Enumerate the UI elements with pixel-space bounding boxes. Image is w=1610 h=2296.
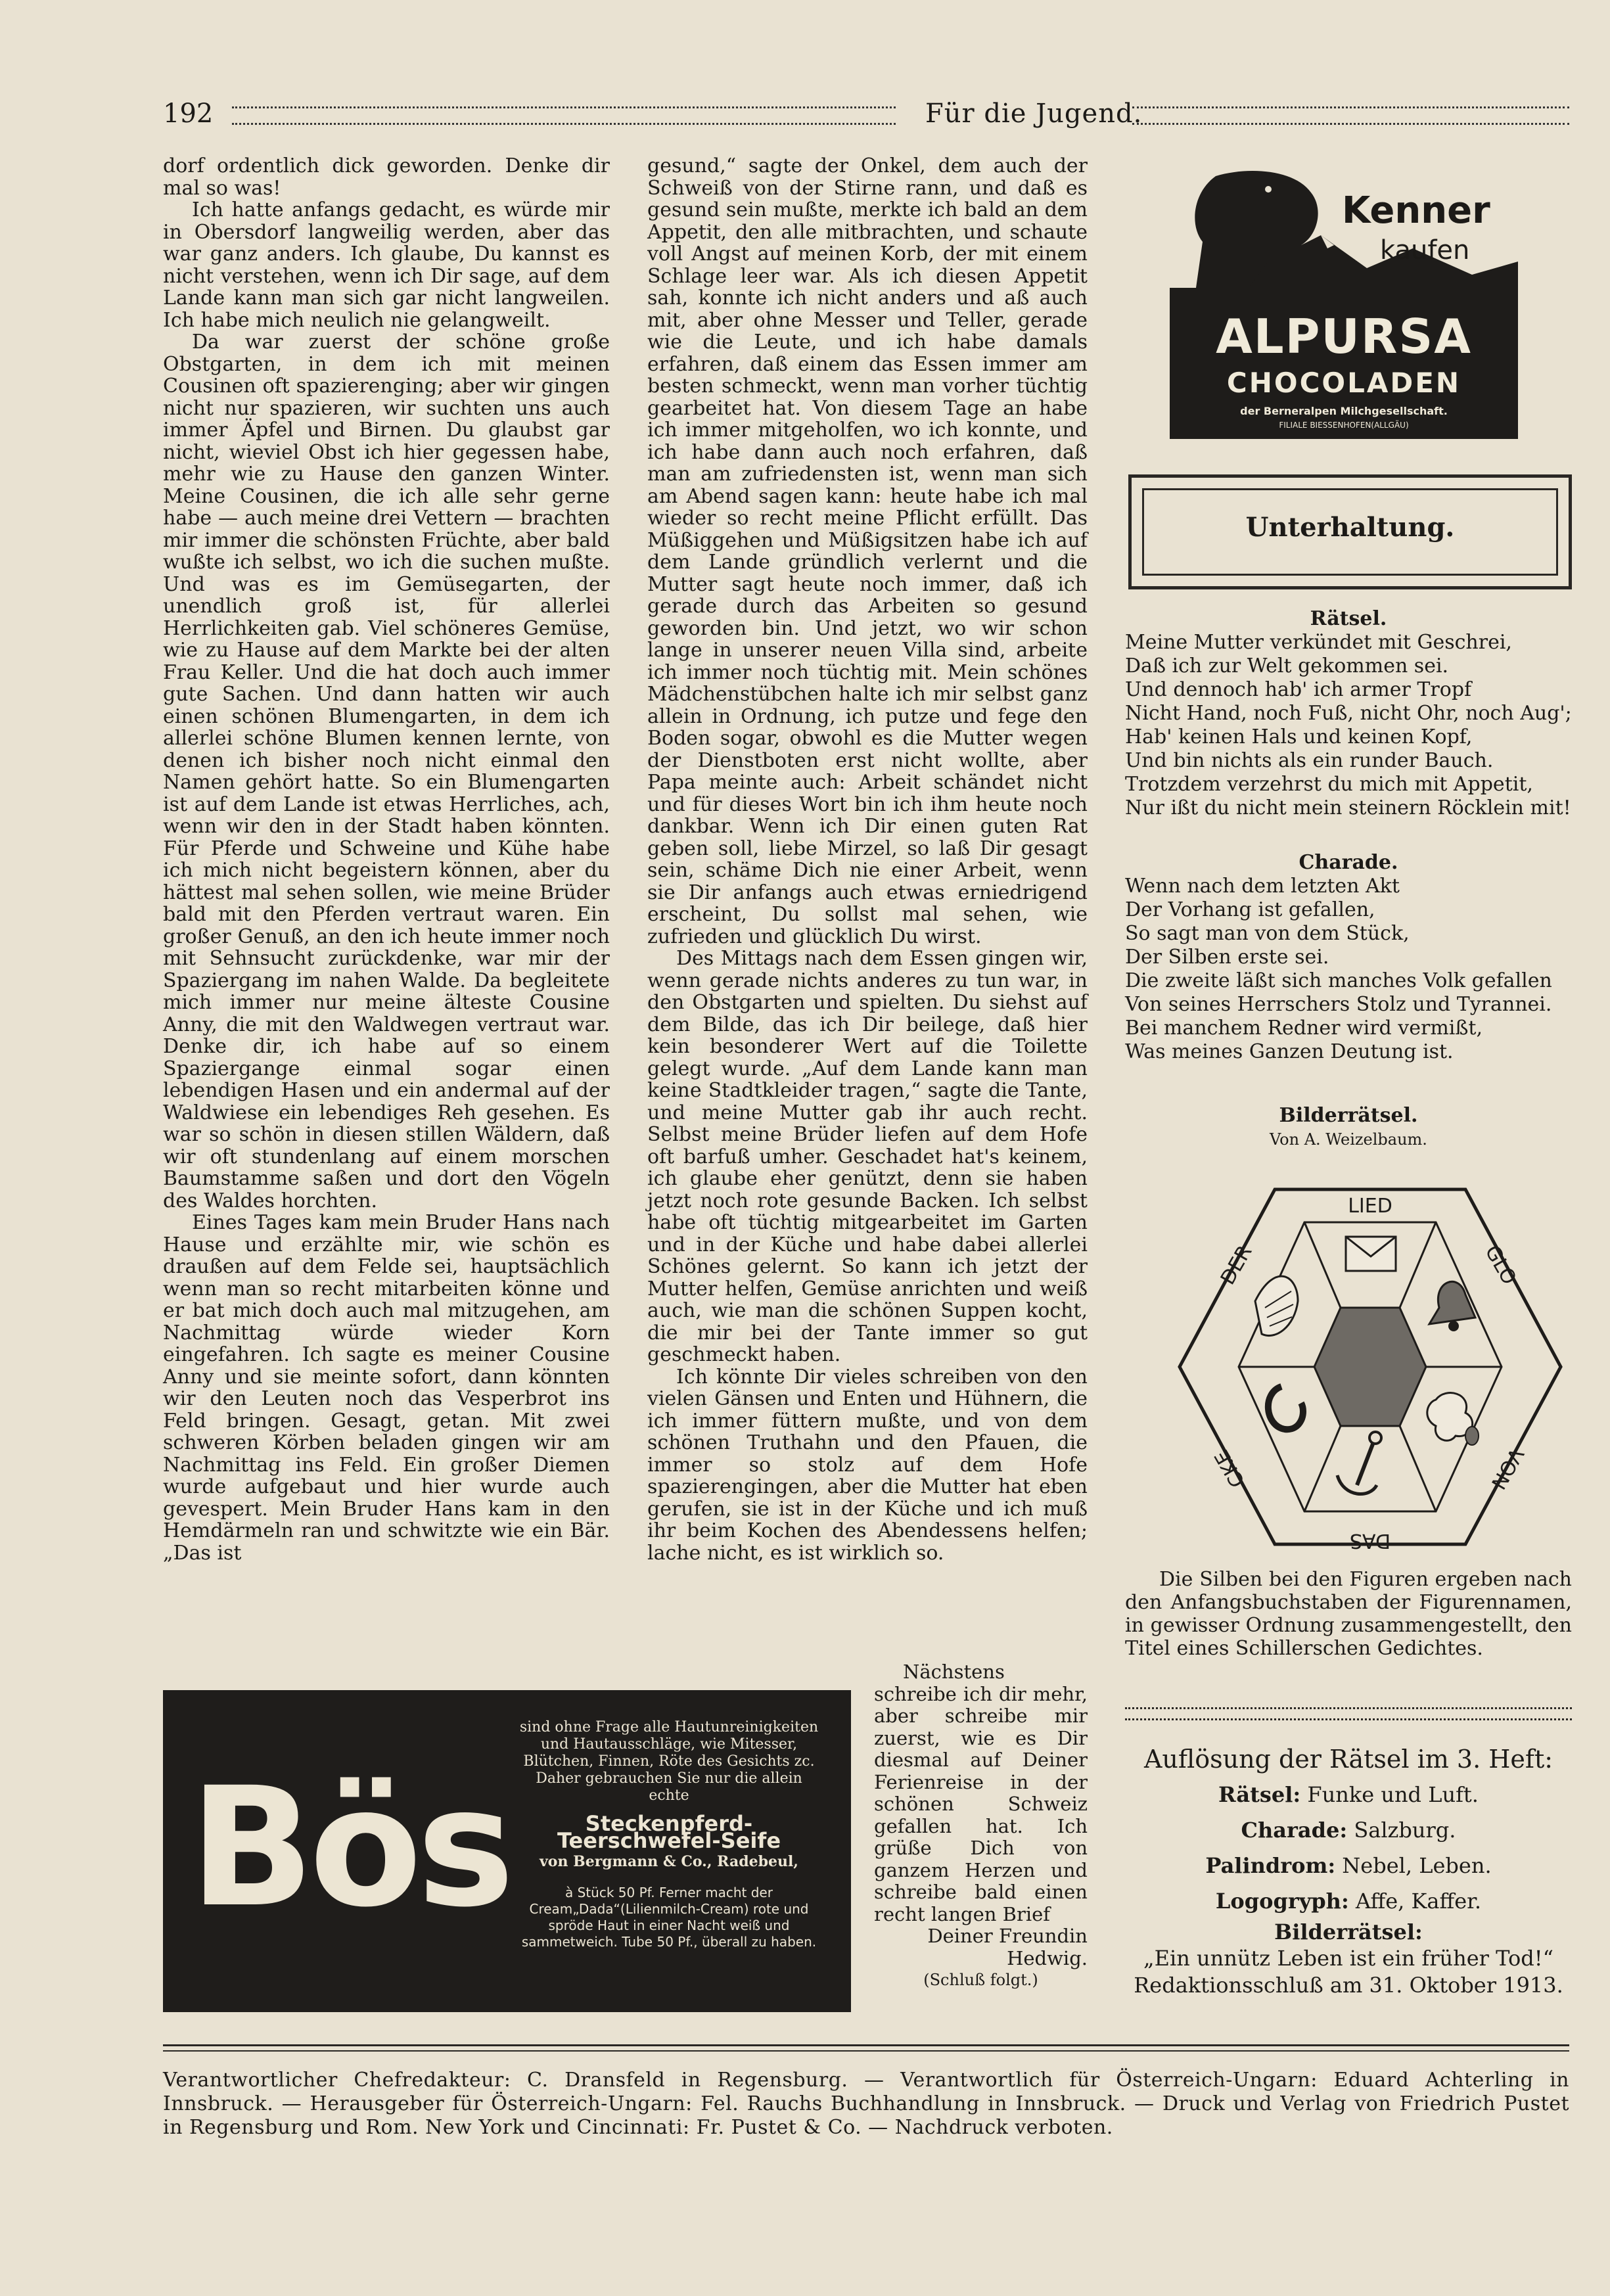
solution-label: Logogryph: [1215, 1889, 1349, 1914]
charade-block [1125, 851, 1572, 1064]
picture-puzzle [1176, 1176, 1564, 1557]
puzzle-syllable: GLO [1480, 1241, 1521, 1289]
solution-value: „Ein unnütz Leben ist ein früher Tod!“ [1143, 1946, 1553, 1971]
solution-value: Affe, Kaffer. [1355, 1889, 1482, 1914]
verse-line: Hab' keinen Hals und keinen Kopf, [1125, 725, 1473, 748]
page-number: 192 [163, 99, 214, 129]
ad-filiale: FILIALE BIESSENHOFEN(ALLGÄU) [1279, 421, 1409, 430]
footer-rule [163, 2050, 1569, 2052]
horseshoe-icon [1268, 1387, 1303, 1429]
story-paragraph: Des Mittags nach dem Essen gingen wir, wenn gerade nichts anderes zu tun war, in den Obstgarten und spielten. Du siehst auf dem Bilde, das ich Dir beilege, daß hier kein besonderer Wert auf die Toilette gelegt wurde. „Auf dem Lande kann man keine Stadtkleider tragen,“ sagte die Tante, und meine Mutter gab ihr auch recht. Selbst meine Brüder liefen auf dem Hofe oft barfuß umher. Geschadet hat's keinem, ich glaube eher genützt, denn sie haben jetzt noch rote gesunde Backen. Ich selbst habe oft tüchtig mitgearbeitet im Garten und in der Küche und habe dabei allerlei Schönes gelernt. So kann ich jetzt der Mutter helfen, Gemüse anrichten und weiß auch, wie man die schönen Suppen kocht, die mir bei der Tante immer so gut geschmeckt haben. [647, 947, 1088, 1366]
story-paragraph: dorf ordentlich dick geworden. Denke dir mal so was! [163, 154, 610, 200]
charade-heading: Charade. [1299, 851, 1398, 874]
ad-headline: Kenner [1342, 189, 1490, 232]
verse-line: Was meines Ganzen Deutung ist. [1125, 1040, 1454, 1063]
page-header [163, 99, 1569, 138]
verse-line: Nicht Hand, noch Fuß, nicht Ohr, noch Aug'; [1125, 702, 1572, 725]
verse-line: Meine Mutter verkündet mit Geschrei, [1125, 631, 1512, 654]
boes-advertisement [163, 1690, 851, 2012]
verse-line: Und dennoch hab' ich armer Tropf [1125, 678, 1472, 701]
ad-product: Steckenpferd-Teerschwefel-Seife [557, 1811, 781, 1853]
bilderraetsel-author: Von A. Weizelbaum. [1270, 1130, 1427, 1149]
solution-label: Charade: [1241, 1818, 1348, 1843]
explanation-text: Die Silben bei den Figuren ergeben nach den Anfangsbuchstaben der Figurennamen, in gewisser Ordnung zusammengestellt, den Titel eines Schillerschen Gedichtes. [1125, 1568, 1572, 1660]
verse-line: Die zweite läßt sich manches Volk gefallen [1125, 969, 1552, 992]
verse-line: Der Silben erste sei. [1125, 946, 1329, 969]
solution-label: Rätsel: [1218, 1782, 1301, 1807]
puzzle-syllable: LIED [1348, 1195, 1392, 1218]
verse-line: Bei manchem Redner wird vermißt, [1125, 1017, 1483, 1040]
header-ornament [1132, 106, 1569, 125]
ornamental-divider [1125, 1707, 1572, 1720]
solutions-heading: Auflösung der Rätsel im 3. Heft: [1143, 1745, 1553, 1774]
closing-line: Deiner Freundin [927, 1925, 1088, 1947]
ad-big-word: Bös [189, 1752, 510, 1943]
verse-line: Wenn nach dem letzten Akt [1125, 875, 1400, 898]
puzzle-syllable: DAS [1349, 1529, 1391, 1552]
verse-line: Daß ich zur Welt gekommen sei. [1125, 654, 1449, 677]
solution-label: Bilderrätsel: [1274, 1919, 1423, 1944]
verse-line: Von seines Herrschers Stolz und Tyrannei. [1125, 993, 1552, 1016]
bilderraetsel-block [1125, 1104, 1572, 1151]
ad-brand-box [1170, 288, 1518, 439]
puzzle-syllable: CKE [1210, 1446, 1250, 1492]
story-paragraph: Ich hatte anfangs gedacht, es würde mir in Obersdorf langweilig werden, aber das war ganz anders. Ich glaube, Du kannst es nicht verstehen, wenn ich Dir sage, auf dem Lande kann man sich gar nicht langweilen. Ich habe mich neulich nie gelangweilt. [163, 198, 610, 332]
verse-line: Und bin nichts als ein runder Bauch. [1125, 749, 1494, 772]
ad-product: CHOCOLADEN [1226, 367, 1461, 399]
bell-icon [1429, 1281, 1475, 1331]
ad-subheadline: kaufen [1380, 235, 1470, 265]
solution-value: Salzburg. [1354, 1818, 1456, 1843]
oak-leaf-icon [1427, 1393, 1479, 1445]
ad-tagline: der Berneralpen Milchgesellschaft. [1240, 405, 1448, 417]
verse-line: Nur ißt du nicht mein steinern Röcklein mit! [1125, 796, 1571, 819]
wing-icon [1255, 1276, 1298, 1335]
envelope-icon [1346, 1237, 1396, 1271]
solution-item [1125, 1777, 1572, 1812]
story-paragraph: Da war zuerst der schöne große Obstgarten, in dem ich mit meinen Cousinen oft spazierenging; aber wir gingen nicht nur spazieren, wir suchten uns auch immer Äpfel und Birnen. Du glaubst gar nicht, wieviel Obst ich hier gegessen habe, mehr wie zu Hause den ganzen Winter. Meine Cousinen, die ich alle sehr gerne habe — auch meine drei Vettern — brachten mir immer die schönsten Früchte, aber bald wußte ich selbst, wo ich die suchen mußte. Und was es im Gemüsegarten, der unendlich groß ist, für allerlei Herrlichkeiten gab. Viel schöneres Gemüse, wie zu Hause auf dem Markte bei der alten Frau Keller. Und die hat doch auch immer gute Sachen. Und dann hatten wir auch einen schönen Blumengarten, in dem ich allerlei schöne Blumen kennen lernte, von denen ich bisher noch nicht einmal den Namen gehört hatte. So ein Blumengarten ist auf dem Lande ist etwas Herrliches, ach, wenn wir den in der Stadt haben könnten. Für Pferde und Schweine und Kühe habe ich mich nicht begeistern können, aber du hättest mal sehen sollen, wie meine Brüder bald mit den Pferden vertraut waren. Ein großer Genuß, an den ich heute immer noch mit Sehnsucht zurückdenke, war mir der Spaziergang im nahen Walde. Da begleitete mich immer nur meine älteste Cousine Anny, die mit den Waldwegen vertraut war. Denke dir, ich habe auf so einem Spaziergange einmal sogar einen lebendigen Hasen und ein andermal auf der Waldwiese ein lebendiges Reh gesehen. Es war so schön in diesen stillen Wäldern, daß wir oft stundenlang auf einem morschen Baumstamme saßen und dort den Vögeln des Waldes horchten. [163, 331, 610, 1212]
bilderraetsel-heading: Bilderrätsel. [1279, 1104, 1418, 1127]
solution-value: Funke und Luft. [1307, 1782, 1479, 1807]
solution-item [1125, 1883, 1572, 1919]
story-closing [874, 1661, 1088, 1992]
solutions-block [1125, 1741, 1572, 2003]
solution-item [1125, 1919, 1572, 1971]
imprint: Verantwortlicher Chefredakteur: C. Dransfeld in Regensburg. — Verantwortlich für Österreich-Ungarn: Eduard Achterling in Innsbruck. — Herausgeber für Österreich-Ungarn: Fel. Rauchs Buchhandlung in Innsbruck. — Druck und Verlag von Friedrich Pustet in Regensburg und Rom. New York und Cincinnati: Fr. Pustet & Co. — Nachdruck verboten. [163, 2069, 1569, 2139]
editorial-deadline: Redaktionsschluß am 31. Oktober 1913. [1134, 1973, 1563, 1998]
verse-line: So sagt man von dem Stück, [1125, 922, 1410, 945]
verse-line: Trotzdem verzehrst du mich mit Appetit, [1125, 773, 1533, 796]
story-paragraph: Nächstens schreibe ich dir mehr, aber schreibe mir zuerst, wie es Dir diesmal auf Deiner Ferienreise in der schönen Schweiz gefallen hat. Ich grüße Dich von ganzem Herzen und schreibe bald einen recht langen Brief [874, 1661, 1088, 1925]
raetsel-block [1125, 607, 1572, 820]
solution-label: Palindrom: [1205, 1853, 1336, 1878]
solution-item [1125, 1812, 1572, 1848]
story-column-1 [163, 155, 610, 1564]
continued-note: (Schluß folgt.) [923, 1971, 1038, 1989]
center-hexagon-icon [1314, 1308, 1426, 1426]
ad-brand: ALPURSA [1216, 309, 1472, 364]
raetsel-heading: Rätsel. [1310, 607, 1387, 630]
story-paragraph: gesund,“ sagte der Onkel, dem auch der Schweiß von der Stirne rann, und daß es gesund sein mußte, merkte ich bald an dem Appetit, den alle mitbrachten, und schaute voll Angst auf meinen Korb, der mit einem Schlage leer war. Als ich diesen Appetit sah, konnte ich nicht anders und aß auch mit, aber ohne Messer und Teller, gerade wie die Leute, und ich habe damals erfahren, daß einem das Essen immer am besten schmeckt, wenn man vorher tüchtig gearbeitet hat. Von diesem Tage an habe ich immer mitgeholfen, wo ich konnte, und ich habe dann auch noch erfahren, daß man am zufriedensten ist, wenn man sich am Abend sagen kann: heute habe ich mal wieder so recht meine Pflicht erfüllt. Das Müßiggehen und Müßigsitzen habe ich auf dem Lande gründlich verlernt und die Mutter sagt heute noch immer, daß ich gerade durch das Arbeiten so gesund geworden bin. Und jetzt, wo wir schon lange in unserer neuen Villa sind, arbeite ich immer noch tüchtig mit. Mein schönes Mädchenstübchen halte ich mir selbst ganz allein in Ordnung, ich putze und fege den Boden sogar, obwohl es die Mutter wegen der Dienstboten erst nicht wollte, aber Papa meinte auch: Arbeit schändet nicht und für dieses Wort bin ich ihm heute noch dankbar. Wenn ich Dir einen guten Rat geben soll, liebe Mirzel, so laß Dir gesagt sein, schäme Dich nie einer Arbeit, wenn sie Dir anfangs auch etwas erniedrigend erscheint, Du sollst mal sehen, wie zufrieden und glücklich Du wirst. [647, 154, 1088, 948]
ad-cream: à Stück 50 Pf. Ferner macht der Cream„Dada“(Lilienmilch-Cream) rote und spröde Haut in einer Nacht weiß und sammetweich. Tube 50 Pf., überall zu haben. [521, 1885, 817, 1950]
solution-item [1125, 1848, 1572, 1883]
story-column-2 [647, 155, 1088, 1564]
ad-maker: von Bergmann & Co., Radebeul, [540, 1853, 798, 1870]
section-title-frame [1128, 474, 1572, 589]
anchor-icon [1337, 1432, 1381, 1494]
ad-intro: sind ohne Frage alle Hautunreinigkeiten und Hautausschläge, wie Mitesser, Blütchen, Finnen, Röte des Gesichts zc. Daher gebrauchen Sie nur die allein echte [519, 1719, 819, 1804]
footer-rule [163, 2044, 1569, 2046]
puzzle-syllable: VON [1486, 1444, 1528, 1494]
running-title: Für die Jugend. [925, 99, 1143, 129]
bilderraetsel-explanation [1125, 1568, 1572, 1660]
section-title: Unterhaltung. [1245, 512, 1455, 543]
alpursa-advertisement [1170, 163, 1518, 439]
verse-line: Der Vorhang ist gefallen, [1125, 898, 1375, 921]
solution-value: Nebel, Leben. [1342, 1853, 1492, 1878]
ad-copy [515, 1719, 823, 1950]
story-paragraph: Ich könnte Dir vieles schreiben von den vielen Gänsen und Enten und Hühnern, die ich immer füttern mußte, und von dem schönen Truthahn und den Pfauen, die immer so stolz auf dem Hofe spazierengingen, aber die Mutter hat eben gerufen, sie ist in der Küche und ich muß ihr beim Kochen des Abendessens helfen; lache nicht, es ist wirklich so. [647, 1365, 1088, 1565]
signature: Hedwig. [1007, 1946, 1088, 1969]
puzzle-syllable: DER [1216, 1241, 1257, 1289]
story-paragraph: Eines Tages kam mein Bruder Hans nach Hause und erzählte mir, wie schön es draußen auf dem Felde sei, hauptsächlich wenn man so recht mitarbeiten könne und er bat mich doch auch mal mitzugehen, am Nachmittag würde wieder Korn eingefahren. Ich sagte es meiner Cousine Anny und sie meinte sofort, dann könnten wir den Leuten noch das Vesperbrot ins Feld bringen. Gesagt, getan. Mit zwei schweren Körben beladen gingen wir am Nachmittag ins Feld. Ein großer Diemen wurde aufgebaut und hier wurde auch gevespert. Mein Bruder Hans kam in den Hemdärmeln ran und schwitzte wie ein Bär. „Das ist [163, 1211, 610, 1565]
header-ornament [232, 106, 896, 125]
